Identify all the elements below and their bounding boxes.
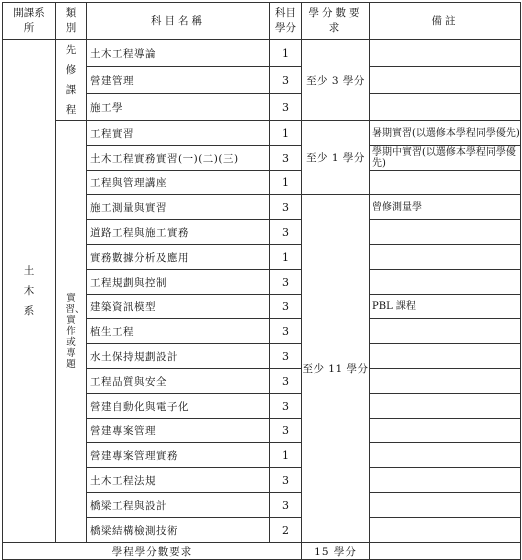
- course-name: 施工測量與實習: [87, 195, 270, 220]
- course-name: 水土保持規劃設計: [87, 344, 270, 369]
- course-name: 土木工程實務實習(一)(二)(三): [87, 146, 270, 171]
- course-name: 營建自動化與電子化: [87, 394, 270, 419]
- header-dept-text: 開課系所: [13, 7, 45, 34]
- course-note: PBL 課程: [370, 295, 521, 319]
- course-note: 曾修測量學: [370, 195, 521, 220]
- dept-name: 土木系: [23, 265, 35, 317]
- course-name: 工程品質與安全: [87, 369, 270, 394]
- footer-label: 學程學分數要求: [3, 543, 302, 560]
- course-note: [370, 369, 521, 394]
- course-name: 土木工程法規: [87, 468, 270, 493]
- header-row: [3, 3, 521, 40]
- course-note: [370, 40, 521, 67]
- course-credits: 1: [270, 40, 302, 67]
- course-credits: 3: [270, 419, 302, 443]
- header-credit-req: 學分數要求: [302, 3, 370, 40]
- category-practice: [56, 121, 87, 543]
- course-name: 工程實習: [87, 121, 270, 146]
- course-credits: 3: [270, 369, 302, 394]
- course-name: 工程規劃與控制: [87, 270, 270, 295]
- course-credits: 3: [270, 94, 302, 121]
- category-practice-label: 實習、實作或專題: [65, 293, 85, 370]
- course-note: 暑期實習(以選修本學程同學優先): [370, 121, 521, 146]
- course-name: 營建管理: [87, 67, 270, 94]
- course-note: [370, 319, 521, 344]
- header-credits: [270, 3, 302, 40]
- course-note: [370, 493, 521, 518]
- course-note: [370, 518, 521, 543]
- course-note: [370, 67, 521, 94]
- course-credits: 3: [270, 468, 302, 493]
- course-name: 營建專案管理實務: [87, 443, 270, 468]
- course-credits: 3: [270, 67, 302, 94]
- course-name: 道路工程與施工實務: [87, 220, 270, 245]
- course-name: 施工學: [87, 94, 270, 121]
- course-row: [3, 40, 521, 67]
- header-category-text: 類別: [65, 7, 77, 34]
- course-name: 工程與管理講座: [87, 171, 270, 195]
- header-category: [56, 3, 87, 40]
- course-note: [370, 443, 521, 468]
- header-credits-text: 科目學分: [275, 7, 296, 34]
- course-credits: 3: [270, 344, 302, 369]
- course-credits: 1: [270, 121, 302, 146]
- course-note: [370, 270, 521, 295]
- course-credits: 3: [270, 195, 302, 220]
- course-credits: 3: [270, 220, 302, 245]
- course-name: 建築資訊模型: [87, 295, 270, 319]
- dept-cell: [3, 40, 56, 543]
- header-dept: [3, 3, 56, 40]
- course-name: 實務數據分析及應用: [87, 245, 270, 270]
- course-note: [370, 220, 521, 245]
- course-credits: 2: [270, 518, 302, 543]
- category-prereq-label: 先修課程: [65, 44, 77, 116]
- footer-total: 15 學分: [302, 543, 370, 560]
- course-note: [370, 468, 521, 493]
- course-name: 橋梁結構檢測技術: [87, 518, 270, 543]
- category-prereq: [56, 40, 87, 121]
- course-credits: 3: [270, 394, 302, 419]
- header-notes: 備註: [370, 3, 521, 40]
- course-credits: 3: [270, 146, 302, 171]
- course-credits: 3: [270, 270, 302, 295]
- course-note: [370, 344, 521, 369]
- course-credits: 1: [270, 171, 302, 195]
- course-name: 營建專案管理: [87, 419, 270, 443]
- course-note: [370, 394, 521, 419]
- requirement-practice: 至少 11 學分: [302, 195, 370, 543]
- requirement-prereq: 至少 3 學分: [302, 40, 370, 121]
- requirement-internship: 至少 1 學分: [302, 121, 370, 195]
- course-note: [370, 171, 521, 195]
- course-note: [370, 245, 521, 270]
- course-note: [370, 419, 521, 443]
- program-course-table: [2, 2, 521, 560]
- course-credits: 1: [270, 443, 302, 468]
- course-name: 植生工程: [87, 319, 270, 344]
- course-credits: 3: [270, 493, 302, 518]
- course-note: 學期中實習(以選修本學程同學優先): [370, 146, 521, 171]
- course-credits: 3: [270, 319, 302, 344]
- course-note: [370, 94, 521, 121]
- course-name: 土木工程導論: [87, 40, 270, 67]
- header-course-name: 科目名稱: [87, 3, 270, 40]
- course-credits: 3: [270, 295, 302, 319]
- course-row: [3, 121, 521, 146]
- course-credits: 1: [270, 245, 302, 270]
- course-name: 橋梁工程與設計: [87, 493, 270, 518]
